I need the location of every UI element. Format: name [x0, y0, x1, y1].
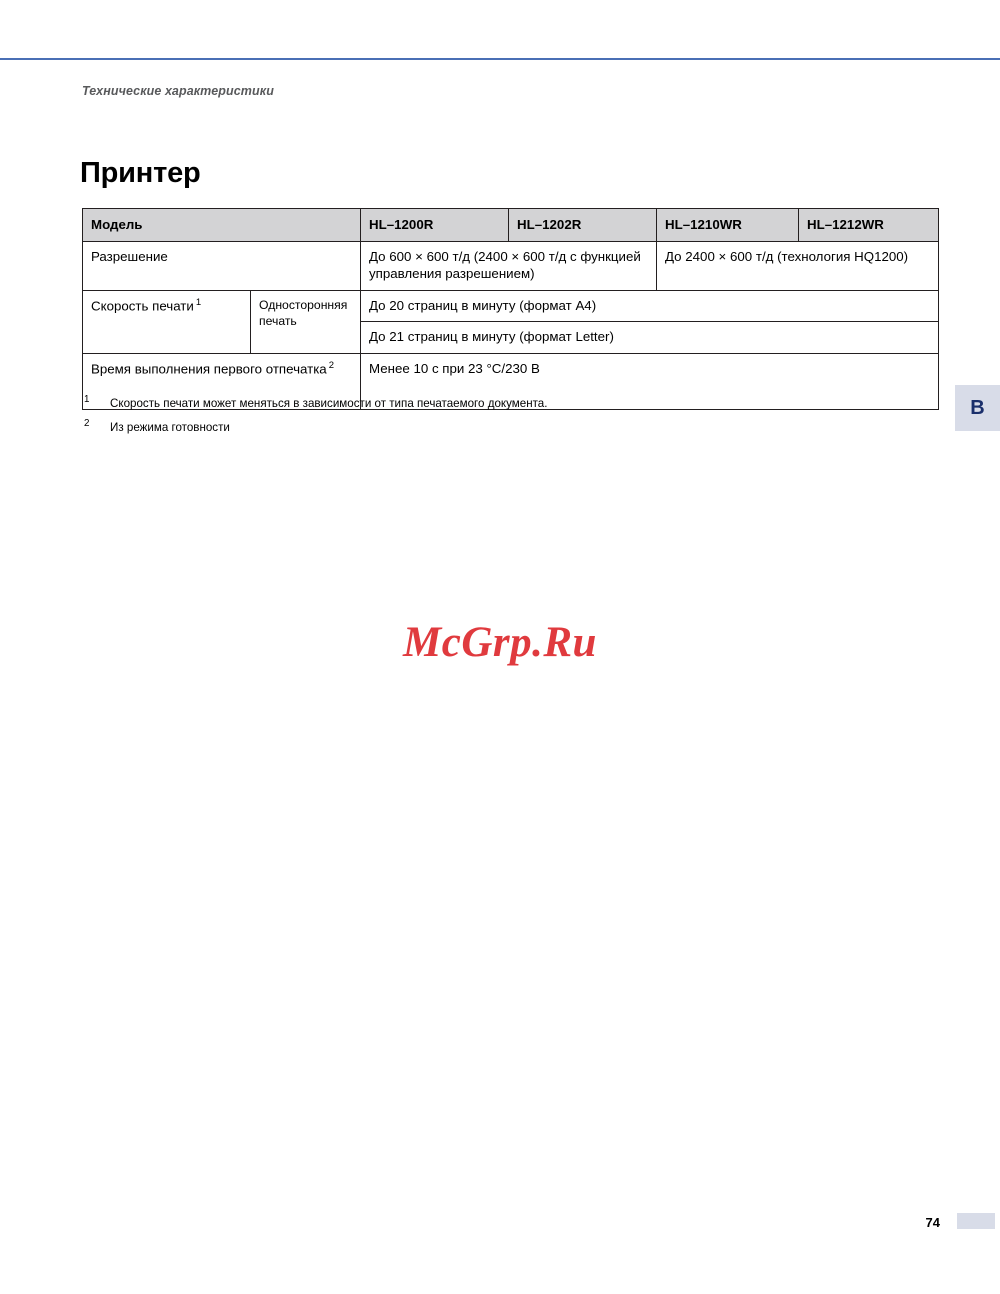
printer-specifications-table [82, 208, 939, 410]
table-row [83, 290, 939, 322]
table-header-hl1202r: HL–1202R [509, 209, 657, 242]
footnote-text: Из режима готовности [110, 421, 230, 435]
row-sublabel-simplex: Односторонняя печать [251, 290, 361, 353]
footnote-text: Скорость печати может меняться в зависимости от типа печатаемого документа. [110, 397, 548, 410]
page-title: Принтер [80, 157, 201, 190]
row-label-print-speed: Скорость печати $^1$ [83, 290, 251, 353]
cell-resolution-1200-1202: До 600 × 600 т/д (2400 × 600 т/д с функцией управления разрешением) [361, 241, 657, 290]
footer-mark [957, 1213, 995, 1229]
footnote-number: 2 [84, 418, 90, 430]
footnote-ref-2: 2 [328, 359, 334, 371]
header-rule [0, 58, 1000, 60]
footnote-number: 1 [84, 394, 90, 405]
table-row [83, 241, 939, 290]
table-header-hl1210wr: HL–1210WR [657, 209, 799, 242]
table-header-hl1200r: HL–1200R [361, 209, 509, 242]
table-header-hl1212wr: HL–1212WR [799, 209, 939, 242]
table-header-row [83, 209, 939, 242]
footnote-item [82, 420, 862, 435]
page-number: 74 [925, 1215, 940, 1230]
footnotes [82, 396, 862, 444]
footnote-item [82, 396, 862, 411]
cell-print-speed-letter: До 21 страниц в минуту (формат Letter) [361, 322, 939, 354]
cell-first-print-time: Менее 10 с при 23 °C/230 В [361, 353, 939, 409]
cell-resolution-1210-1212: До 2400 × 600 т/д (технология HQ1200) [657, 241, 939, 290]
row-label-resolution: Разрешение [83, 241, 361, 290]
cell-print-speed-a4: До 20 страниц в минуту (формат A4) [361, 290, 939, 322]
table-header-model: Модель [83, 209, 361, 242]
row-label-first-print-time: Время выполнения первого отпечатка $^2$ [83, 353, 361, 409]
watermark: McGrp.Ru [403, 619, 597, 666]
running-head: Технические характеристики [82, 84, 274, 98]
footnote-ref-1: 1 [195, 296, 202, 308]
chapter-side-tab: B [955, 385, 1000, 431]
